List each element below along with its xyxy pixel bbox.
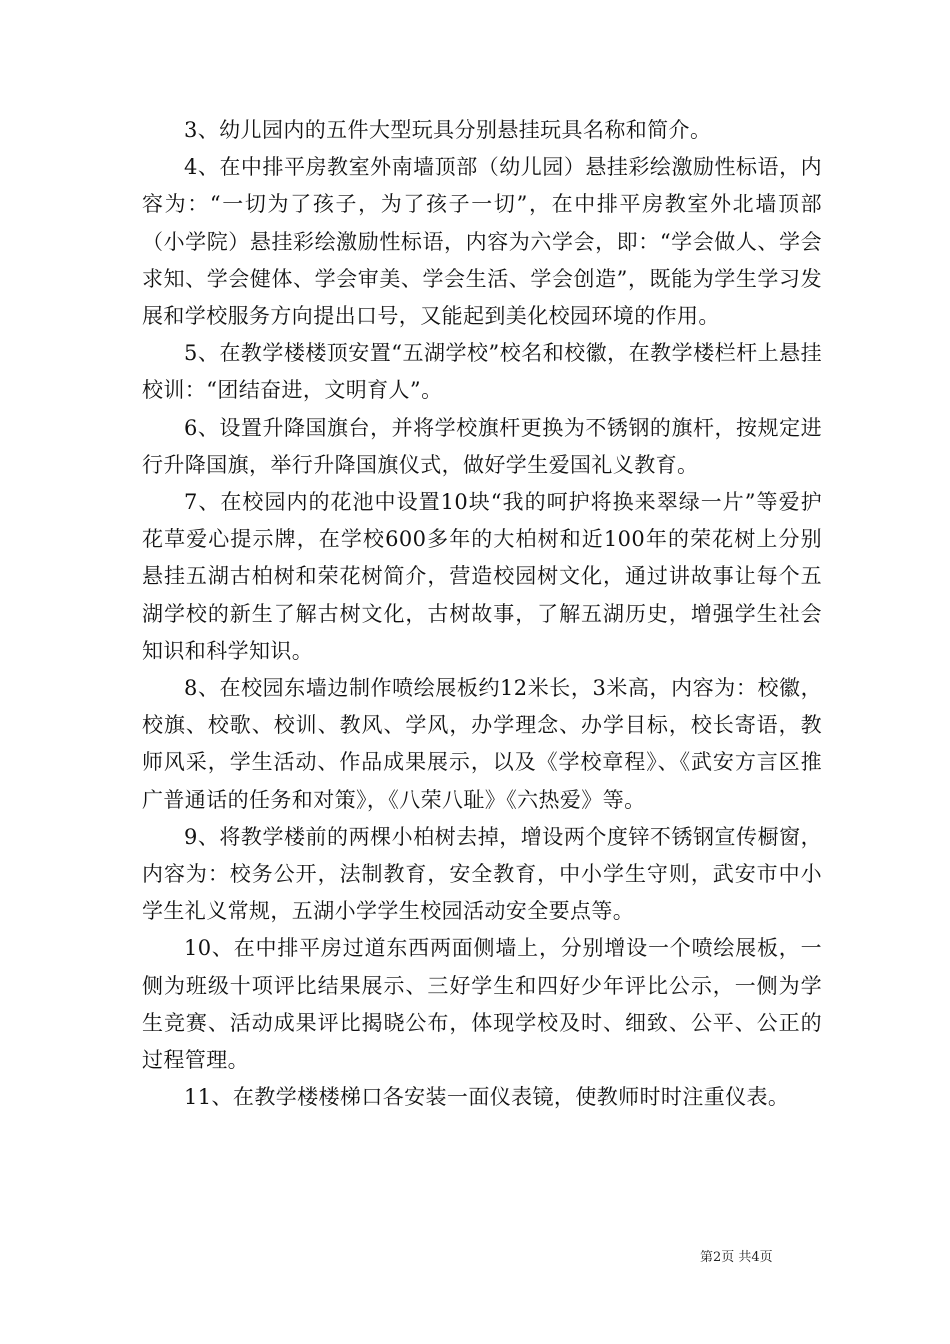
paragraph-item-7: 7、在校园内的花池中设置10块“我的呵护将换来翠绿一片”等爱护花草爱心提示牌，在学校600多年的大柏树和近100年的荣花树上分别悬挂五湖古柏树和荣花树简介，营造校园树文化，通过讲故事让每个五湖学校的新生了解古树文化，古树故事，了解五湖历史，增强学生社会知识和科学知识。 [142, 490, 822, 663]
paragraph-item-3: 3、幼儿园内的五件大型玩具分别悬挂玩具名称和简介。 [184, 118, 712, 142]
paragraph-item-11: 11、在教学楼楼梯口各安装一面仪表镜，使教师时时注重仪表。 [184, 1085, 790, 1110]
paragraph-item-6: 6、设置升降国旗台，并将学校旗杆更换为不锈钢的旗杆，按规定进行升降国旗，举行升降国旗仪式，做好学生爱国礼义教育。 [142, 415, 822, 477]
paragraph-item-4: 4、在中排平房教室外南墙顶部（幼儿园）悬挂彩绘激励性标语，内容为：“一切为了孩子，为了孩子一切”，在中排平房教室外北墙顶部（小学院）悬挂彩绘激励性标语，内容为六学会，即：“学会做人、学会求知、学会健体、学会审美、学会生活、学会创造”，既能为学生学习发展和学校服务方向提出口号，又能起到美化校园环境的作用。 [142, 155, 822, 329]
document-body [142, 112, 822, 1116]
paragraph-item-9: 9、将教学楼前的两棵小柏树去掉，增设两个度锌不锈钢宣传橱窗，内容为：校务公开，法制教育，安全教育，中小学生守则，武安市中小学生礼义常规，五湖小学学生校园活动安全要点等。 [142, 824, 822, 924]
page-number-footer: 第2页 共4页 [700, 1250, 773, 1265]
paragraph-item-5: 5、在教学楼楼顶安置“五湖学校”校名和校徽，在教学楼栏杆上悬挂校训：“团结奋进，文明育人”。 [142, 341, 822, 403]
paragraph-item-8: 8、在校园东墙边制作喷绘展板约12米长，3米高，内容为：校徽，校旗、校歌、校训、教风、学风，办学理念、办学目标，校长寄语，教师风采，学生活动、作品成果展示，以及《学校章程》、《武安方言区推广普通话的任务和对策》，《八荣八耻》《六热爱》等。 [142, 676, 822, 812]
paragraph-item-10: 10、在中排平房过道东西两面侧墙上，分别增设一个喷绘展板，一侧为班级十项评比结果展示、三好学生和四好少年评比公示，一侧为学生竞赛、活动成果评比揭晓公布，体现学校及时、细致、公平、公正的过程管理。 [142, 936, 822, 1073]
